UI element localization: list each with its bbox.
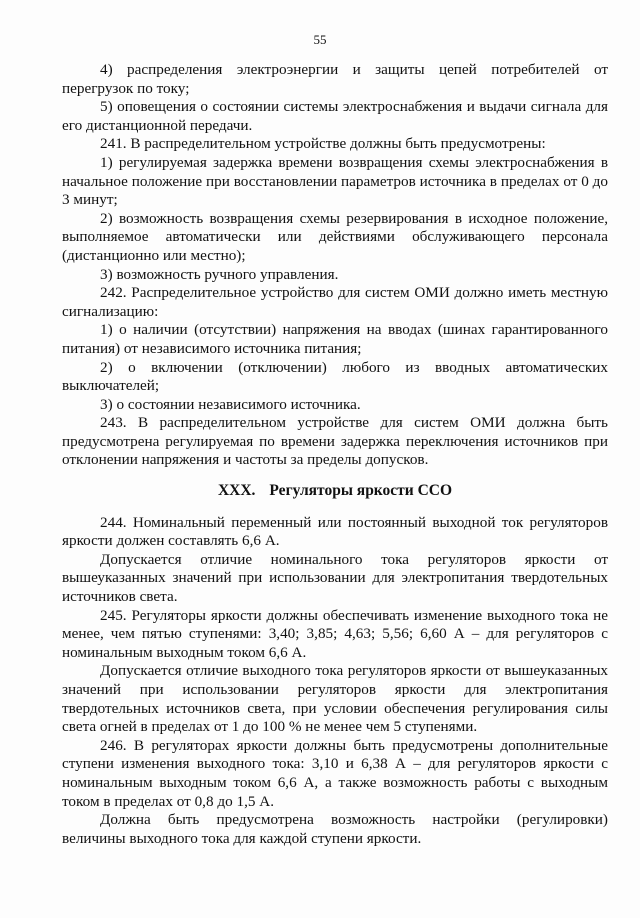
section-top: [62, 61, 608, 470]
paragraph: 244. Номинальный переменный или постоянный выходной ток регуляторов яркости должен составлять 6,6 А.: [62, 513, 608, 550]
paragraph: 3) о состоянии независимого источника.: [100, 395, 361, 413]
paragraph: 3) возможность ручного управления.: [100, 265, 339, 283]
paragraph: 2) возможность возвращения схемы резервирования в исходное положение, выполняемое автоматически или действиями обслуживающего персонала (дистанционно или местно);: [62, 209, 608, 264]
paragraph: 241. В распределительном устройстве должны быть предусмотрены:: [100, 135, 546, 153]
paragraph: 246. В регуляторах яркости должны быть предусмотрены дополнительные ступени изменения выходного тока: 3,10 и 6,38 А – для регуляторов яркости с номинальным выходным током 6,6 А, а также возможность работы с выходным током в пределах от 0,8 до 1,5 А.: [62, 736, 608, 810]
paragraph: 243. В распределительном устройстве для систем ОМИ должна быть предусмотрена регулируемая по времени задержка переключения источников при отклонении напряжения и частоты за пределы допусков.: [62, 414, 608, 469]
paragraph: 245. Регуляторы яркости должны обеспечивать изменение выходного тока не менее, чем пятью ступенями: 3,40; 3,85; 4,63; 5,56; 6,60 А – для регуляторов с номинальным выходным током 6,6 А.: [62, 606, 608, 661]
paragraph: 1) о наличии (отсутствии) напряжения на вводах (шинах гарантированного питания) от независимого источника питания;: [62, 321, 608, 357]
paragraph: 242. Распределительное устройство для систем ОМИ должно иметь местную сигнализацию:: [62, 284, 608, 320]
paragraph: Допускается отличие выходного тока регуляторов яркости от вышеуказанных значений при использовании регуляторов яркости для электропитания твердотельных источников света, при условии обеспечения регулирования силы света огней в пределах от 1 до 100 % не менее чем 5 ступенями.: [62, 662, 608, 736]
paragraph: 2) о включении (отключении) любого из вводных автоматических выключателей;: [62, 358, 608, 395]
page-content: [62, 61, 608, 848]
section-heading-number: XXX.: [217, 482, 256, 500]
paragraph: Допускается отличие номинального тока регуляторов яркости от вышеуказанных значений при использовании для электропитания твердотельных источников света.: [62, 550, 608, 606]
page-number: 55: [313, 32, 327, 47]
paragraph: 4) распределения электроэнергии и защиты цепей потребителей от перегрузок по току;: [62, 61, 608, 97]
section-heading-title: Регуляторы яркости ССО: [269, 482, 453, 500]
paragraph: 5) оповещения о состоянии системы электроснабжения и выдачи сигнала для его дистанционной передачи.: [62, 98, 608, 134]
paragraph: 1) регулируемая задержка времени возвращения схемы электроснабжения в начальное положение при восстановлении параметров источника в пределах от 0 до 3 минут;: [62, 153, 608, 209]
section-heading: [62, 482, 608, 501]
section-bottom: [62, 514, 608, 849]
paragraph: Должна быть предусмотрена возможность настройки (регулировки) величины выходного тока для каждой ступени яркости.: [62, 811, 608, 847]
